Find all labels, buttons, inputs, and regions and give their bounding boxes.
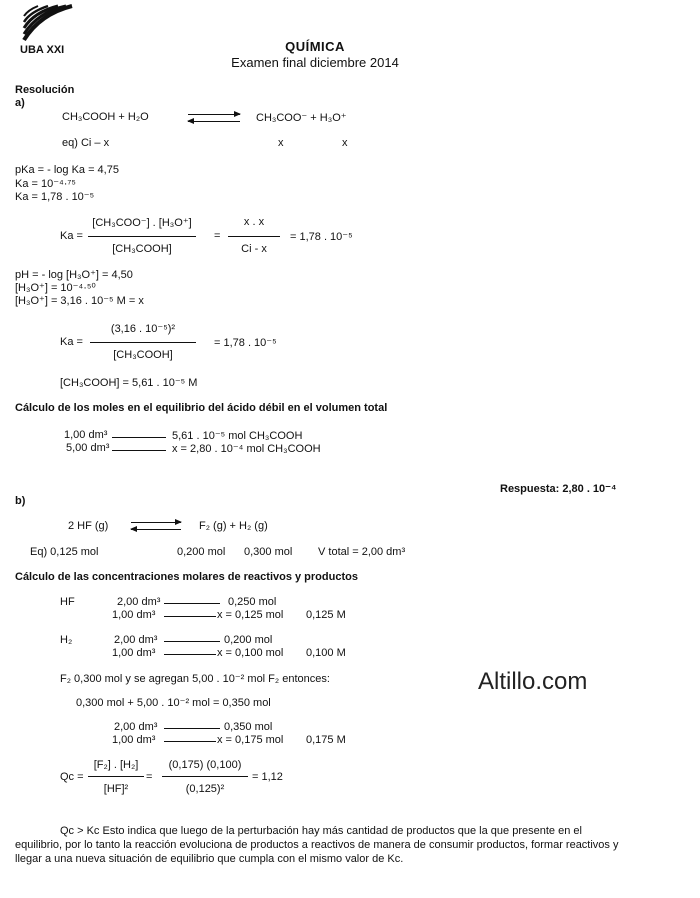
- h2-row2-right: x = 0,100 mol: [217, 647, 284, 659]
- ka2-result: = 1,78 . 10⁻⁵: [214, 337, 277, 349]
- hf-row2-left: 1,00 dm³: [112, 609, 156, 621]
- proportion-line: [112, 437, 166, 438]
- fraction-bar: [88, 236, 196, 237]
- pka-line-1: pKa = - log Ka = 4,75: [15, 164, 119, 176]
- fraction-bar: [228, 236, 280, 237]
- f2-row2-right: x = 0,175 mol: [217, 734, 284, 746]
- hf-label: HF: [60, 596, 75, 608]
- h2-row1-right: 0,200 mol: [224, 634, 273, 646]
- qc-denominator-2: (0,125)²: [185, 783, 225, 795]
- logo-text: UBA XXI: [20, 44, 65, 56]
- ka-denominator: [CH₃COOH]: [112, 243, 172, 255]
- part-a-label: a): [15, 97, 25, 109]
- proportion-line: [164, 603, 220, 604]
- page-title: QUÍMICA: [285, 39, 345, 54]
- moles-heading: Cálculo de los moles en el equilibrio del ácido débil en el volumen total: [15, 402, 388, 414]
- ph-line-3: [H₃O⁺] = 3,16 . 10⁻⁵ M = x: [15, 295, 144, 307]
- ph-line-1: pH = - log [H₃O⁺] = 4,50: [15, 269, 133, 281]
- ka-denominator-2: Ci - x: [241, 243, 267, 255]
- ph-line-2: [H₃O⁺] = 10⁻⁴·⁵⁰: [15, 282, 96, 294]
- part-b-label: b): [15, 495, 26, 507]
- ka-equals: =: [214, 230, 221, 242]
- pka-line-2: Ka = 10⁻⁴·⁷⁵: [15, 178, 76, 190]
- hf-row2-right: x = 0,125 mol: [217, 609, 284, 621]
- ka-numerator: [CH₃COO⁻] . [H₃O⁺]: [92, 217, 192, 229]
- uba-logo: [20, 4, 74, 44]
- qc-denominator: [HF]²: [103, 783, 129, 795]
- eq-b-f2: 0,200 mol: [177, 546, 226, 558]
- proportion-line: [164, 641, 220, 642]
- f2-statement: F₂ 0,300 mol y se agregan 5,00 . 10⁻² mol F₂ entonces:: [60, 673, 330, 685]
- qc-numerator-2: (0,175) (0,100): [168, 759, 242, 771]
- forward-arrow: [131, 522, 181, 523]
- resolution-heading: Resolución: [15, 84, 75, 96]
- h2-label: H₂: [60, 634, 73, 646]
- logo-graphic: [20, 4, 74, 44]
- proportion-line: [164, 616, 216, 617]
- hf-row1-left: 2,00 dm³: [117, 596, 161, 608]
- ka2-numerator: (3,16 . 10⁻⁵)²: [110, 323, 176, 335]
- moles-row1-left: 1,00 dm³: [64, 429, 108, 441]
- eq-label-a: eq) Ci – x: [62, 137, 110, 149]
- fraction-bar: [162, 776, 248, 777]
- proportion-line: [164, 654, 216, 655]
- hf-row1-right: 0,250 mol: [228, 596, 277, 608]
- forward-arrow: [188, 114, 240, 115]
- concentrations-heading: Cálculo de las concentraciones molares de reactivos y productos: [15, 571, 358, 583]
- h2-row2-left: 1,00 dm³: [112, 647, 156, 659]
- qc-lhs: Qc =: [60, 771, 84, 783]
- ka2-denominator: [CH₃COOH]: [113, 349, 173, 361]
- moles-row1-right: 5,61 . 10⁻⁵ mol CH₃COOH: [172, 430, 303, 442]
- reaction-a-reactants: CH₃COOH + H₂O: [62, 111, 149, 123]
- ka-result: = 1,78 . 10⁻⁵: [290, 231, 353, 243]
- page-subtitle: Examen final diciembre 2014: [231, 55, 399, 70]
- eq-b-hf: Eq) 0,125 mol: [30, 546, 99, 558]
- altillo-watermark: Altillo.com: [478, 668, 588, 695]
- qc-numerator: [F₂] . [H₂]: [93, 759, 139, 771]
- moles-row2-right: x = 2,80 . 10⁻⁴ mol CH₃COOH: [172, 443, 321, 455]
- reverse-arrow: [131, 529, 181, 530]
- eq-x2: x: [342, 137, 348, 149]
- fraction-bar: [90, 342, 196, 343]
- eq-b-volume: V total = 2,00 dm³: [318, 546, 406, 558]
- conclusion-paragraph: Qc > Kc Esto indica que luego de la perturbación hay más cantidad de productos que la que presente en el equilibrio, por lo tanto la reacción evoluciona de productos a reactivos de manera de consumir productos, formar reactivos y llegar a una nueva situación de equilibrio que cumpla con el mismo valor de Kc.: [15, 825, 619, 865]
- answer-a: Respuesta: 2,80 . 10⁻⁴: [500, 483, 617, 495]
- eq-x1: x: [278, 137, 284, 149]
- proportion-line: [112, 450, 166, 451]
- proportion-line: [164, 728, 220, 729]
- moles-row2-left: 5,00 dm³: [66, 442, 110, 454]
- f2-row2-left: 1,00 dm³: [112, 734, 156, 746]
- hf-molarity: 0,125 M: [306, 609, 346, 621]
- f2-row1-left: 2,00 dm³: [114, 721, 158, 733]
- reverse-arrow: [188, 121, 240, 122]
- reaction-b-products: F₂ (g) + H₂ (g): [199, 520, 268, 532]
- eq-b-h2: 0,300 mol: [244, 546, 293, 558]
- f2-row1-right: 0,350 mol: [224, 721, 273, 733]
- reaction-b-reactants: 2 HF (g): [68, 520, 109, 532]
- acid-concentration: [CH₃COOH] = 5,61 . 10⁻⁵ M: [60, 377, 198, 389]
- proportion-line: [164, 741, 216, 742]
- h2-molarity: 0,100 M: [306, 647, 346, 659]
- qc-equals: =: [146, 771, 153, 783]
- ka-lhs: Ka =: [60, 230, 83, 242]
- qc-result: = 1,12: [252, 771, 283, 783]
- fraction-bar: [88, 776, 144, 777]
- pka-line-3: Ka = 1,78 . 10⁻⁵: [15, 191, 95, 203]
- reaction-a-products: CH₃COO⁻ + H₃O⁺: [256, 112, 347, 124]
- ka-numerator-2: x . x: [243, 216, 265, 228]
- f2-sum: 0,300 mol + 5,00 . 10⁻² mol = 0,350 mol: [76, 697, 271, 709]
- h2-row1-left: 2,00 dm³: [114, 634, 158, 646]
- f2-molarity: 0,175 M: [306, 734, 346, 746]
- ka2-lhs: Ka =: [60, 336, 83, 348]
